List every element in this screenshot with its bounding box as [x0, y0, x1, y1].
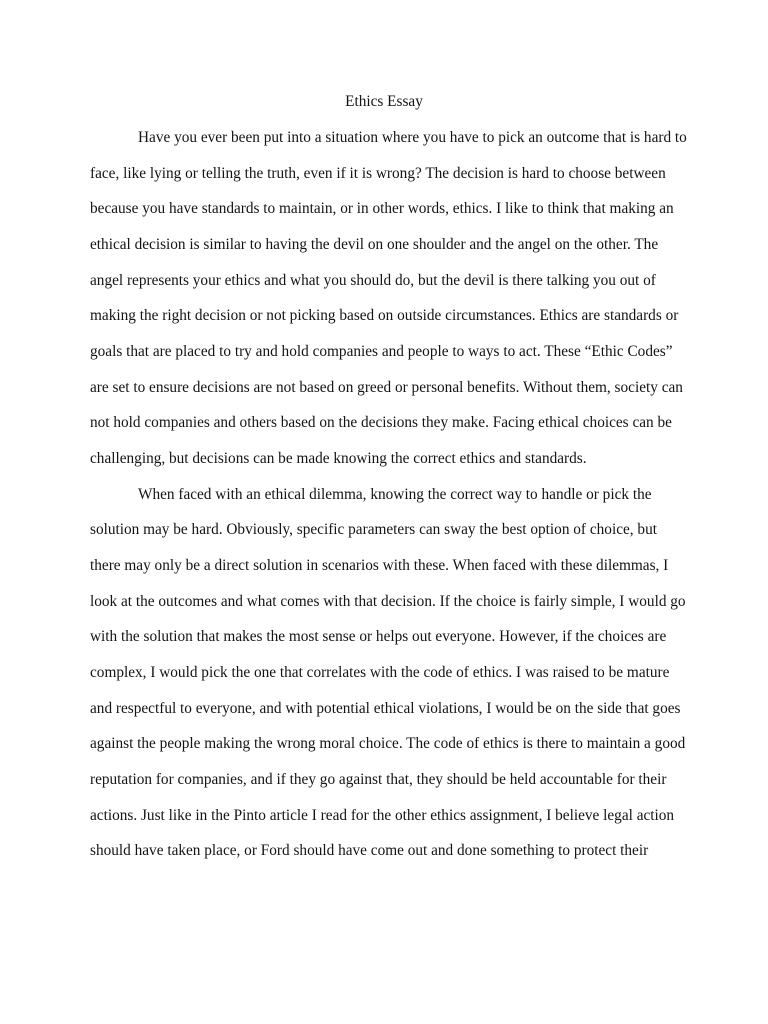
- paragraph-1-line-9: not hold companies and others based on the decisions they make. Facing ethical choices can be: [90, 414, 672, 431]
- paragraph-1-line-5: angel represents your ethics and what you should do, but the devil is there talking you out of: [90, 272, 656, 289]
- paragraph-2-line-10: actions. Just like in the Pinto article I read for the other ethics assignment, I believe legal action: [90, 807, 675, 824]
- paragraph-1-line-8: are set to ensure decisions are not based on greed or personal benefits. Without them, society can: [90, 379, 683, 396]
- paragraph-2-line-8: against the people making the wrong moral choice. The code of ethics is there to maintain a good: [90, 735, 686, 752]
- paragraph-1-line-4: ethical decision is similar to having the devil on one shoulder and the angel on the other. The: [90, 236, 659, 253]
- paragraph-2-line-3: there may only be a direct solution in scenarios with these. When faced with these dilemmas, I: [90, 557, 669, 574]
- document-title: Ethics Essay: [345, 93, 423, 110]
- paragraph-1-line-7: goals that are placed to try and hold companies and people to ways to act. These “Ethic Codes”: [90, 343, 673, 360]
- paragraph-2-line-1: When faced with an ethical dilemma, knowing the correct way to handle or pick the: [138, 486, 652, 503]
- paragraph-1-line-3: because you have standards to maintain, or in other words, ethics. I like to think that making an: [90, 200, 674, 217]
- paragraph-2-line-4: look at the outcomes and what comes with that decision. If the choice is fairly simple, I would go: [90, 593, 686, 610]
- paragraph-2-line-7: and respectful to everyone, and with potential ethical violations, I would be on the side that goes: [90, 700, 681, 717]
- paragraph-2-line-5: with the solution that makes the most sense or helps out everyone. However, if the choices are: [90, 628, 667, 645]
- paragraph-2-line-9: reputation for companies, and if they go against that, they should be held accountable for their: [90, 771, 667, 788]
- paragraph-1-line-6: making the right decision or not picking based on outside circumstances. Ethics are standards or: [90, 307, 679, 324]
- paragraph-1-line-10: challenging, but decisions can be made knowing the correct ethics and standards.: [90, 450, 587, 467]
- paragraph-1-line-1: Have you ever been put into a situation where you have to pick an outcome that is hard to: [138, 129, 687, 146]
- paragraph-2-line-2: solution may be hard. Obviously, specific parameters can sway the best option of choice, but: [90, 521, 657, 538]
- paragraph-2-line-11: should have taken place, or Ford should have come out and done something to protect their: [90, 842, 649, 859]
- paragraph-1-line-2: face, like lying or telling the truth, even if it is wrong? The decision is hard to choose between: [90, 165, 666, 182]
- paragraph-2-line-6: complex, I would pick the one that correlates with the code of ethics. I was raised to be mature: [90, 664, 670, 681]
